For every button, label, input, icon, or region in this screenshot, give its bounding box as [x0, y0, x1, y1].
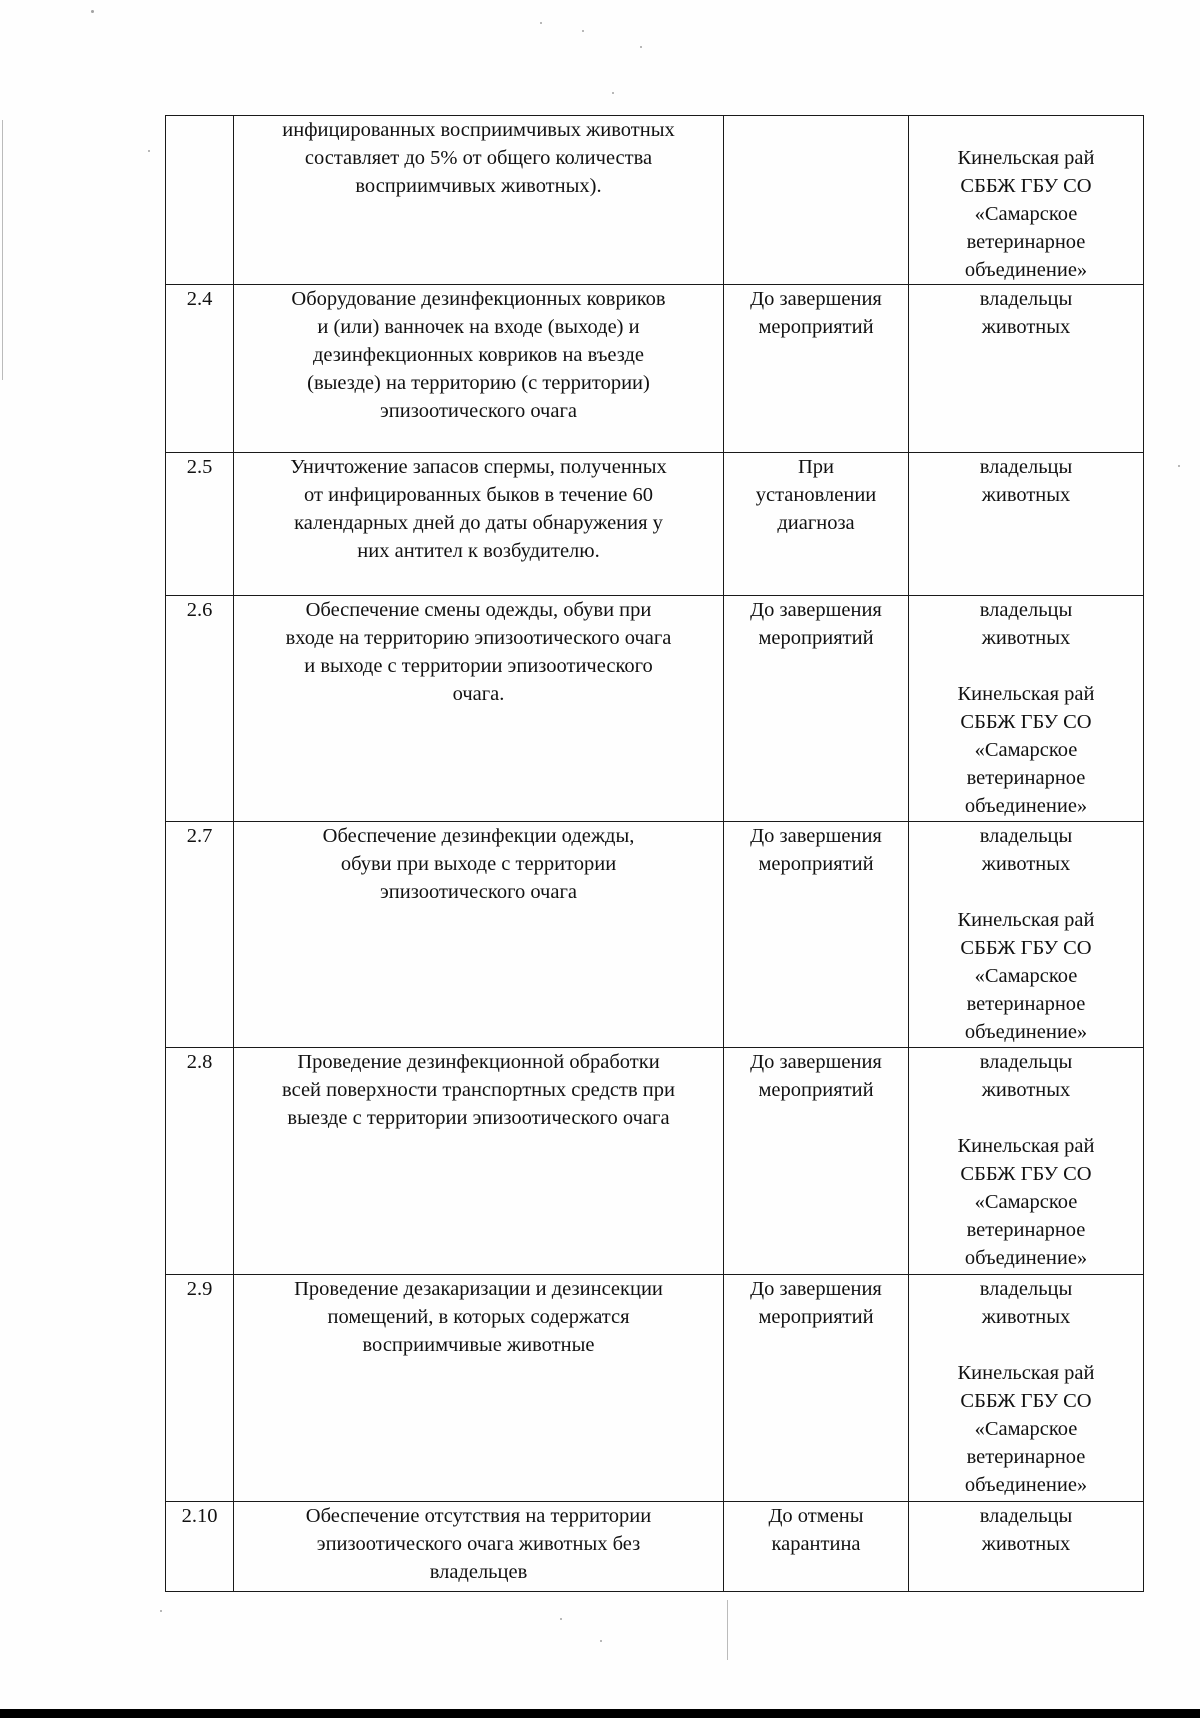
row-number: 2.7	[166, 822, 234, 1048]
measure-description: Уничтожение запасов спермы, полученных от инфицированных быков в течение 60 календарных дней до даты обнаружения у них антител к возбудителю.	[234, 453, 724, 596]
measure-responsible: владельцы животных Кинельская рай СББЖ ГБУ СО «Самарское ветеринарное объединение»	[909, 1275, 1144, 1502]
measure-description: Проведение дезакаризации и дезинсекции помещений, в которых содержатся восприимчивые животные	[234, 1275, 724, 1502]
measure-term: До завершения мероприятий	[724, 1275, 909, 1502]
table-row	[166, 1048, 1144, 1275]
measure-description: Обеспечение дезинфекции одежды, обуви при выходе с территории эпизоотического очага	[234, 822, 724, 1048]
table-row	[166, 822, 1144, 1048]
measure-term: До завершения мероприятий	[724, 285, 909, 453]
row-number	[166, 116, 234, 285]
measure-responsible: Кинельская рай СББЖ ГБУ СО «Самарское ветеринарное объединение»	[909, 116, 1144, 285]
scan-speck	[560, 1618, 562, 1620]
measure-responsible: владельцы животных Кинельская рай СББЖ ГБУ СО «Самарское ветеринарное объединение»	[909, 1048, 1144, 1275]
measure-term: До завершения мероприятий	[724, 822, 909, 1048]
scan-speck	[540, 22, 542, 24]
row-number: 2.5	[166, 453, 234, 596]
scan-speck	[91, 10, 94, 13]
scan-speck	[160, 1610, 162, 1612]
scan-speck	[600, 1640, 602, 1642]
measure-responsible: владельцы животных	[909, 285, 1144, 453]
measure-responsible: владельцы животных	[909, 453, 1144, 596]
row-number: 2.9	[166, 1275, 234, 1502]
measures-table	[165, 115, 1144, 1592]
scan-speck	[148, 150, 150, 152]
scan-speck	[1178, 465, 1180, 467]
measure-description: Оборудование дезинфекционных ковриков и (или) ванночек на входе (выходе) и дезинфекционных ковриков на въезде (выезде) на территорию (с территории) эпизоотического очага	[234, 285, 724, 453]
table-row	[166, 1275, 1144, 1502]
table-row	[166, 453, 1144, 596]
row-number: 2.8	[166, 1048, 234, 1275]
measure-responsible: владельцы животных	[909, 1502, 1144, 1592]
measure-term	[724, 116, 909, 285]
row-number: 2.4	[166, 285, 234, 453]
scan-edge-bar	[0, 1709, 1200, 1718]
scan-speck	[640, 46, 642, 48]
scan-speck	[582, 30, 584, 32]
measure-description: Проведение дезинфекционной обработки всей поверхности транспортных средств при выезде с территории эпизоотического очага	[234, 1048, 724, 1275]
measure-description: Обеспечение отсутствия на территории эпизоотического очага животных без владельцев	[234, 1502, 724, 1592]
scan-line	[727, 1600, 728, 1660]
table-row	[166, 1502, 1144, 1592]
scan-speck	[612, 92, 614, 94]
measure-description: Обеспечение смены одежды, обуви при входе на территорию эпизоотического очага и выходе с территории эпизоотического очага.	[234, 596, 724, 822]
measure-responsible: владельцы животных Кинельская рай СББЖ ГБУ СО «Самарское ветеринарное объединение»	[909, 822, 1144, 1048]
measure-term: При установлении диагноза	[724, 453, 909, 596]
measure-description: инфицированных восприимчивых животных составляет до 5% от общего количества восприимчивых животных).	[234, 116, 724, 285]
row-number: 2.10	[166, 1502, 234, 1592]
table-row	[166, 285, 1144, 453]
measure-responsible: владельцы животных Кинельская рай СББЖ ГБУ СО «Самарское ветеринарное объединение»	[909, 596, 1144, 822]
measure-term: До завершения мероприятий	[724, 596, 909, 822]
table-row	[166, 116, 1144, 285]
table-row	[166, 596, 1144, 822]
scan-line	[2, 120, 3, 380]
row-number: 2.6	[166, 596, 234, 822]
measure-term: До завершения мероприятий	[724, 1048, 909, 1275]
measure-term: До отмены карантина	[724, 1502, 909, 1592]
